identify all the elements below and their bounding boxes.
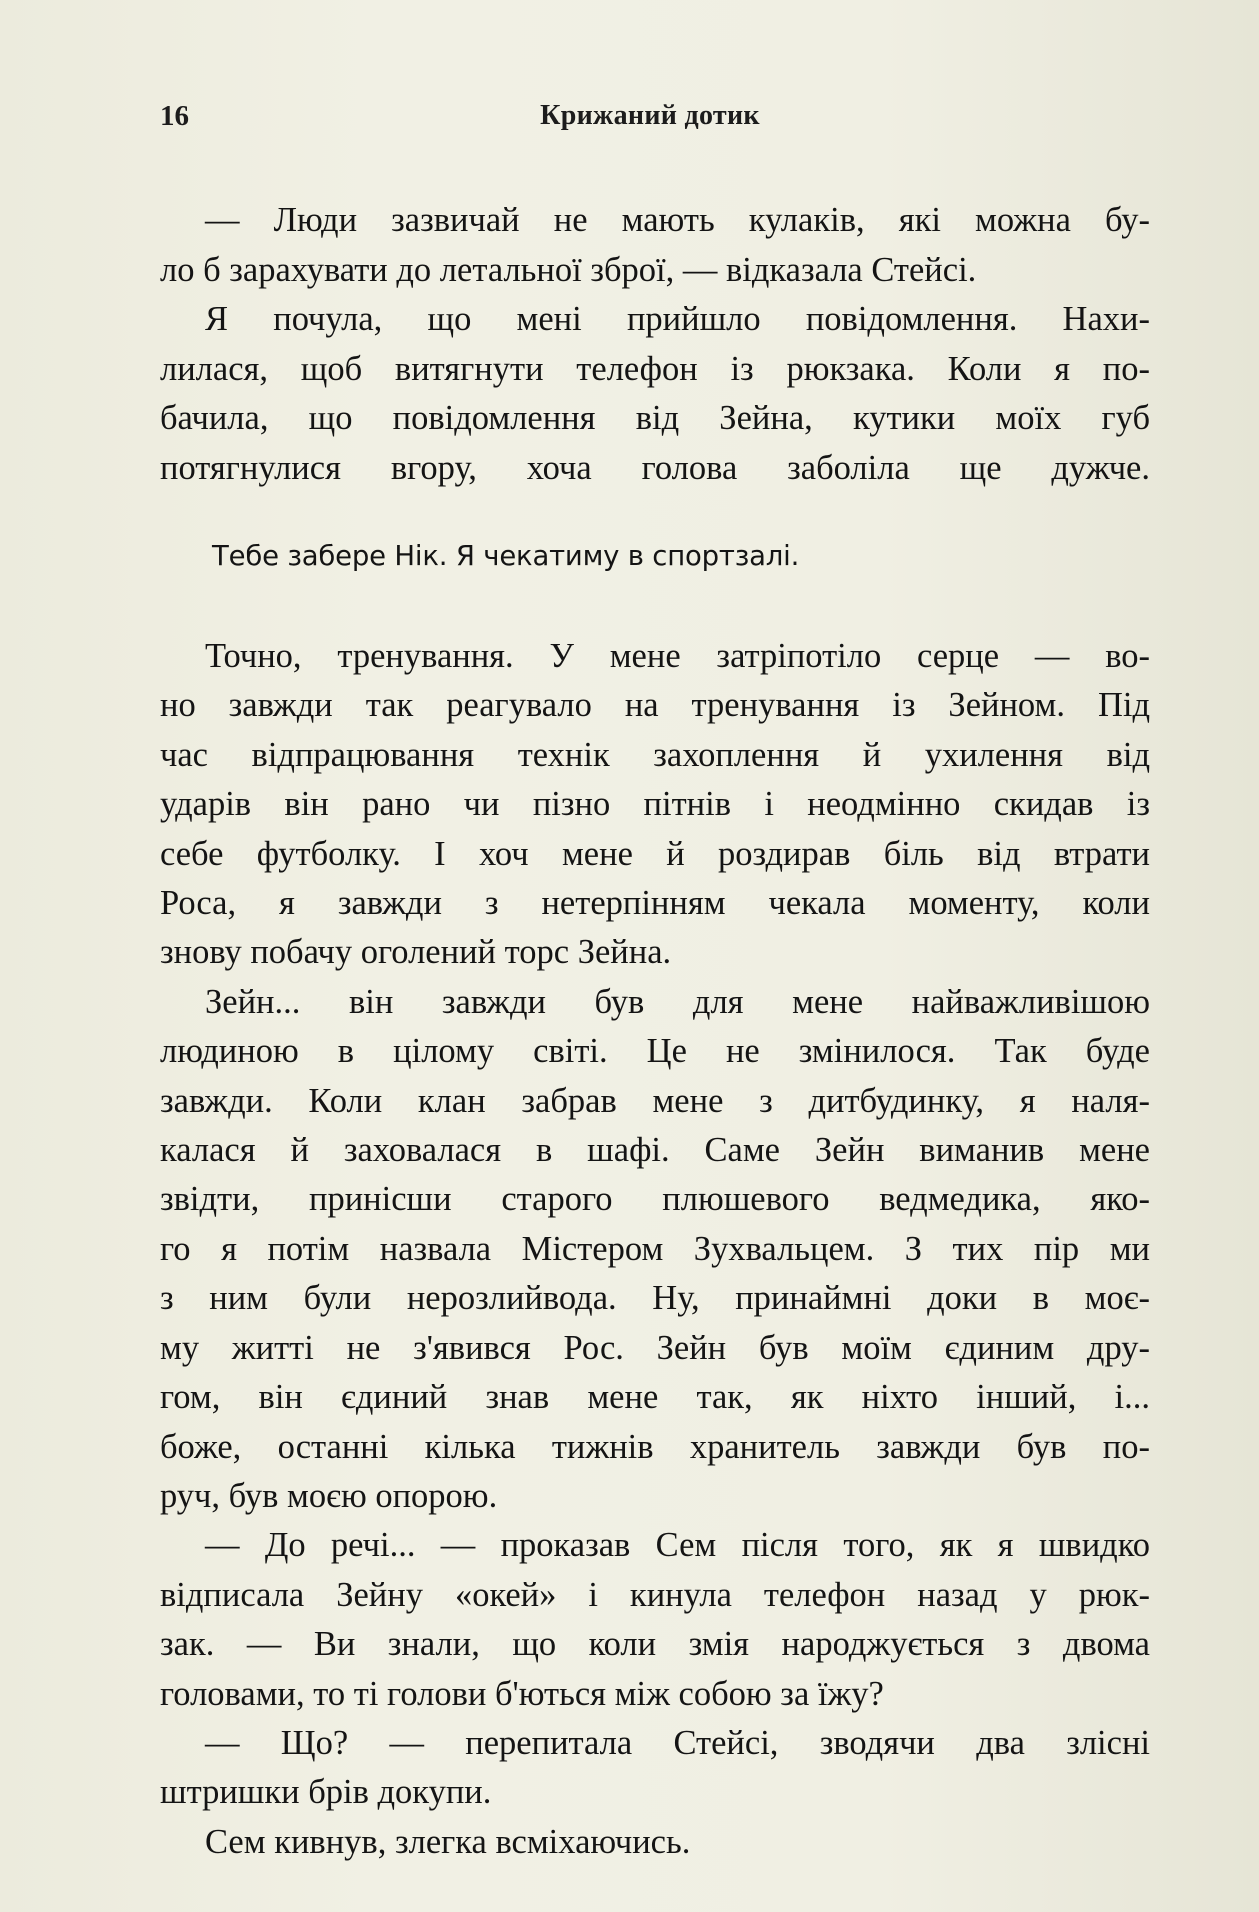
text-block-1 <box>160 196 1150 493</box>
text-line: Я почула, що мені прийшло повідомлення. Нахи- <box>205 300 1150 338</box>
text-line: завжди. Коли клан забрав мене з дитбудинку, я наля- <box>160 1081 1150 1120</box>
text-line: — Що? — перепитала Стейсі, зводячи два злісні <box>205 1723 1150 1762</box>
text-line: боже, останні кілька тижнів хранитель завжди був по- <box>160 1427 1150 1466</box>
text-line: го я потім назвала Містером Зухвальцем. З тих пір ми <box>160 1229 1150 1268</box>
text-line: но завжди так реагувало на тренування із Зейном. Під <box>160 686 1150 725</box>
text-line: головами, то ті голови б'ються між собою за їжу? <box>160 1674 884 1713</box>
page-header <box>160 100 1140 140</box>
text-line: Зейн... він завжди був для мене найважливішою <box>205 982 1150 1021</box>
text-block-2 <box>160 632 1150 1867</box>
text-line: калася й заховалася в шафі. Саме Зейн виманив мене <box>160 1131 1150 1170</box>
running-title: Крижаний дотик <box>540 100 760 131</box>
text-line: му житті не з'явився Рос. Зейн був моїм єдиним дру- <box>160 1328 1150 1367</box>
text-line: руч, був моєю опорою. <box>160 1476 498 1515</box>
text-line: зак. — Ви знали, що коли змія народжується з двома <box>160 1625 1150 1664</box>
text-line: — До речі... — проказав Сем після того, як я швидко <box>205 1526 1150 1565</box>
text-line: бачила, що повідомлення від Зейна, кутики моїх губ <box>160 399 1150 437</box>
text-message: Тебе забере Нік. Я чекатиму в спортзалі. <box>212 540 800 572</box>
text-line: потягнулися вгору, хоча голова заболіла ще дужче. <box>160 448 1150 487</box>
text-line: — Люди зазвичай не мають кулаків, які можна бу- <box>205 201 1150 239</box>
text-line: з ним були нерозлийвода. Ну, принаймні доки в моє- <box>160 1279 1150 1318</box>
text-line: ударів він рано чи пізно пітнів і неодмінно скидав із <box>160 785 1150 824</box>
text-line: людиною в цілому світі. Це не змінилося. Так буде <box>160 1032 1150 1071</box>
text-line: Точно, тренування. У мене затріпотіло серце — во- <box>205 637 1150 675</box>
text-line: звідти, принісши старого плюшевого ведмедика, яко- <box>160 1180 1150 1219</box>
text-line: лилася, щоб витягнути телефон із рюкзака. Коли я по- <box>160 349 1150 388</box>
text-line: час відпрацювання технік захоплення й ухилення від <box>160 735 1150 774</box>
page-number: 16 <box>160 100 189 132</box>
text-line: ло б зарахувати до летальної зброї, — відказала Стейсі. <box>160 250 977 289</box>
text-line: Сем кивнув, злегка всміхаючись. <box>205 1822 691 1861</box>
text-line: Роса, я завжди з нетерпінням чекала моменту, коли <box>160 884 1150 923</box>
text-line: гом, він єдиний знав мене так, як ніхто інший, і... <box>160 1378 1150 1417</box>
text-line: знову побачу оголений торс Зейна. <box>160 933 672 972</box>
text-line: штришки брів докупи. <box>160 1773 492 1812</box>
text-line: себе футболку. І хоч мене й роздирав біль від втрати <box>160 834 1150 873</box>
text-line: відписала Зейну «окей» і кинула телефон назад у рюк- <box>160 1575 1150 1614</box>
